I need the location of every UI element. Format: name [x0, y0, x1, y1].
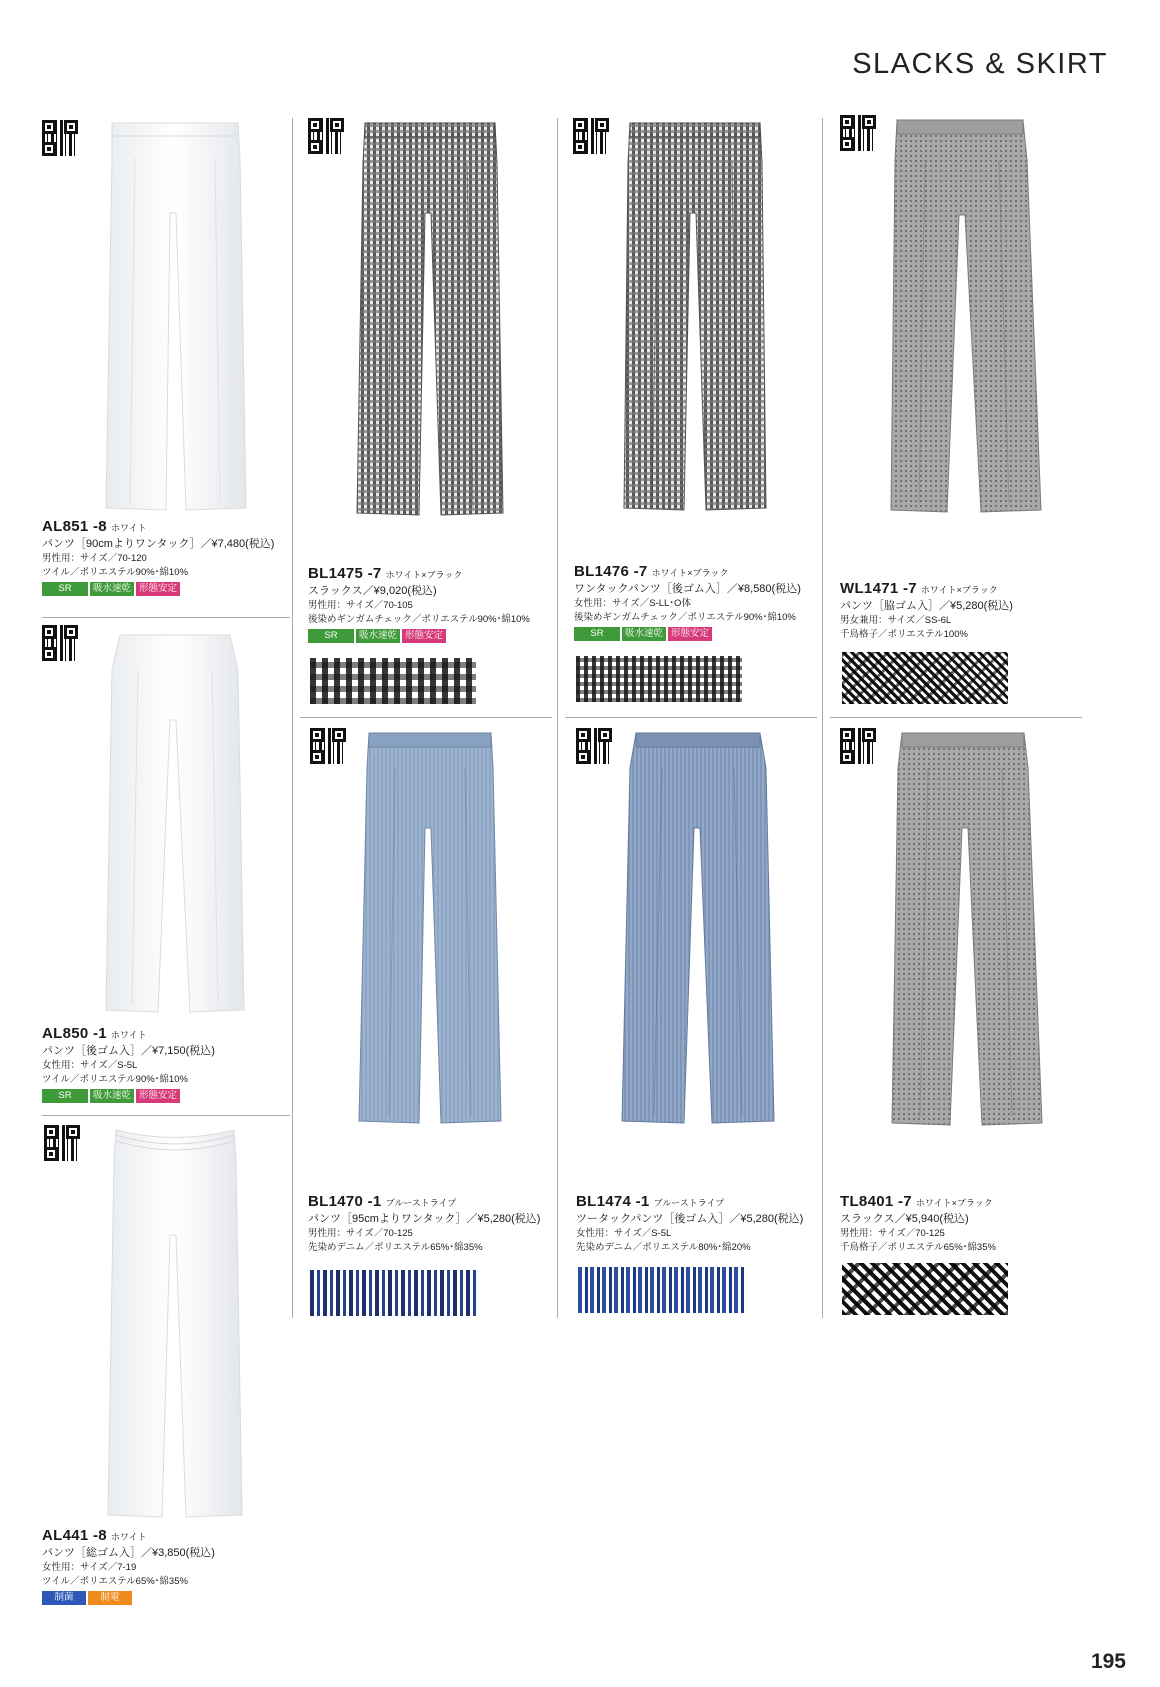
product-description: パンツ［脇ゴム入］／¥5,280(税込) [840, 600, 1013, 612]
product-color: ホワイト×ブラック [920, 585, 998, 595]
row-divider [830, 717, 1082, 718]
column-divider [292, 118, 293, 1318]
product-code: TL8401 -7 [840, 1193, 912, 1210]
page-title: SLACKS & SKIRT [852, 48, 1108, 80]
row-divider [42, 1115, 290, 1116]
product-fabric: 後染めギンガムチェック／ポリエステル90%･綿10% [308, 614, 530, 625]
product-description: ワンタックパンツ［後ゴム入］／¥8,580(税込) [574, 583, 801, 595]
product-info-bl1474 [576, 1193, 803, 1255]
product-description: パンツ［90cmよりワンタック］／¥7,480(税込) [42, 538, 275, 550]
product-size: 男性用：サイズ／70-125 [840, 1228, 945, 1239]
product-size: 男性用：サイズ／70-105 [308, 600, 413, 611]
fabric-swatch-tl8401 [842, 1263, 1008, 1315]
fabric-swatch-bl1475 [310, 658, 476, 704]
product-fabric: 千鳥格子／ポリエステル100% [840, 629, 968, 640]
fabric-swatch-wl1471 [842, 652, 1008, 704]
feature-badge-form-stable: 形態安定 [136, 1089, 180, 1103]
fabric-swatch-bl1476 [576, 656, 742, 702]
qr-code-icon[interactable] [310, 728, 346, 764]
product-fabric: ツイル／ポリエステル65%･綿35% [42, 1576, 188, 1587]
row-divider [300, 717, 552, 718]
feature-badge-form-stable: 形態安定 [668, 627, 712, 641]
row-divider [565, 717, 817, 718]
product-fabric: 先染めデニム／ポリエステル65%･綿35% [308, 1242, 483, 1253]
qr-code-icon[interactable] [576, 728, 612, 764]
product-size: 男女兼用：サイズ／SS-6L [840, 615, 952, 626]
product-color: ホワイト×ブラック [651, 568, 729, 578]
product-code: AL850 -1 [42, 1025, 107, 1042]
product-code: BL1475 -7 [308, 565, 382, 582]
column-divider [822, 118, 823, 1318]
qr-code-icon[interactable] [840, 115, 876, 151]
product-description: スラックス／¥5,940(税込) [840, 1213, 969, 1225]
product-code: AL851 -8 [42, 518, 107, 535]
product-code: AL441 -8 [42, 1527, 107, 1544]
product-image-wl1471 [885, 115, 1045, 515]
qr-code-icon[interactable] [42, 120, 78, 156]
feature-badge-form-stable: 形態安定 [136, 582, 180, 596]
product-image-bl1475 [355, 118, 505, 518]
qr-code-icon[interactable] [573, 118, 609, 154]
product-size: 女性用：サイズ／S-LL･O体 [574, 598, 691, 609]
product-info-al850 [42, 1025, 215, 1103]
feature-badge-quick-dry: 吸水速乾 [90, 1089, 134, 1103]
product-image-bl1470 [355, 728, 505, 1126]
product-color: ホワイト [110, 523, 147, 533]
fabric-swatch-bl1470 [310, 1270, 476, 1316]
qr-code-icon[interactable] [44, 1125, 80, 1161]
product-size: 男性用：サイズ／70-120 [42, 553, 147, 564]
product-info-tl8401 [840, 1193, 996, 1255]
product-info-wl1471 [840, 580, 1013, 642]
product-fabric: ツイル／ポリエステル90%･綿10% [42, 567, 188, 578]
qr-code-icon[interactable] [840, 728, 876, 764]
feature-badge-sr: SR [574, 627, 620, 641]
product-image-al850 [100, 630, 250, 1015]
product-info-bl1475 [308, 565, 530, 643]
product-info-al441 [42, 1527, 215, 1605]
product-image-bl1474 [618, 728, 778, 1126]
qr-code-icon[interactable] [42, 625, 78, 661]
product-description: パンツ［95cmよりワンタック］／¥5,280(税込) [308, 1213, 541, 1225]
product-fabric: 後染めギンガムチェック／ポリエステル90%･綿10% [574, 612, 796, 623]
product-color: ホワイト [110, 1030, 147, 1040]
product-color: ブルーストライプ [653, 1198, 725, 1208]
product-code: BL1474 -1 [576, 1193, 650, 1210]
column-divider [557, 118, 558, 1318]
product-description: ツータックパンツ［後ゴム入］／¥5,280(税込) [576, 1213, 804, 1225]
feature-badge-quick-dry: 吸水速乾 [356, 629, 400, 643]
product-fabric: ツイル／ポリエステル90%･綿10% [42, 1074, 188, 1085]
product-image-al851 [100, 118, 250, 513]
product-size: 女性用：サイズ／S-5L [576, 1228, 672, 1239]
product-color: ブルーストライプ [385, 1198, 457, 1208]
product-size: 女性用：サイズ／7-19 [42, 1562, 137, 1573]
product-description: パンツ［総ゴム入］／¥3,850(税込) [42, 1547, 215, 1559]
product-color: ホワイト×ブラック [915, 1198, 993, 1208]
product-color: ホワイト [110, 1532, 147, 1542]
feature-badge-sr: SR [42, 1089, 88, 1103]
feature-badge-sr: SR [42, 582, 88, 596]
feature-badge-form-stable: 形態安定 [402, 629, 446, 643]
feature-badge-sr: SR [308, 629, 354, 643]
qr-code-icon[interactable] [308, 118, 344, 154]
feature-badge-antibacterial: 制菌 [42, 1591, 86, 1605]
page-number: 195 [1090, 1650, 1126, 1673]
product-code: BL1470 -1 [308, 1193, 382, 1210]
product-description: スラックス／¥9,020(税込) [308, 585, 437, 597]
product-code: WL1471 -7 [840, 580, 917, 597]
fabric-swatch-bl1474 [578, 1267, 744, 1313]
product-info-bl1470 [308, 1193, 540, 1255]
feature-badge-quick-dry: 吸水速乾 [622, 627, 666, 641]
feature-badge-quick-dry: 吸水速乾 [90, 582, 134, 596]
feature-badge-antistatic: 制電 [88, 1591, 132, 1605]
product-fabric: 千鳥格子／ポリエステル65%･綿35% [840, 1242, 996, 1253]
product-info-al851 [42, 518, 274, 596]
row-divider [42, 617, 290, 618]
product-image-al441 [100, 1125, 250, 1520]
product-description: パンツ［後ゴム入］／¥7,150(税込) [42, 1045, 215, 1057]
product-fabric: 先染めデニム／ポリエステル80%･綿20% [576, 1242, 751, 1253]
product-image-bl1476 [620, 118, 770, 513]
product-color: ホワイト×ブラック [385, 570, 463, 580]
product-code: BL1476 -7 [574, 563, 648, 580]
product-image-tl8401 [888, 728, 1048, 1128]
product-size: 女性用：サイズ／S-5L [42, 1060, 138, 1071]
product-info-bl1476 [574, 563, 801, 641]
product-size: 男性用：サイズ／70-125 [308, 1228, 413, 1239]
